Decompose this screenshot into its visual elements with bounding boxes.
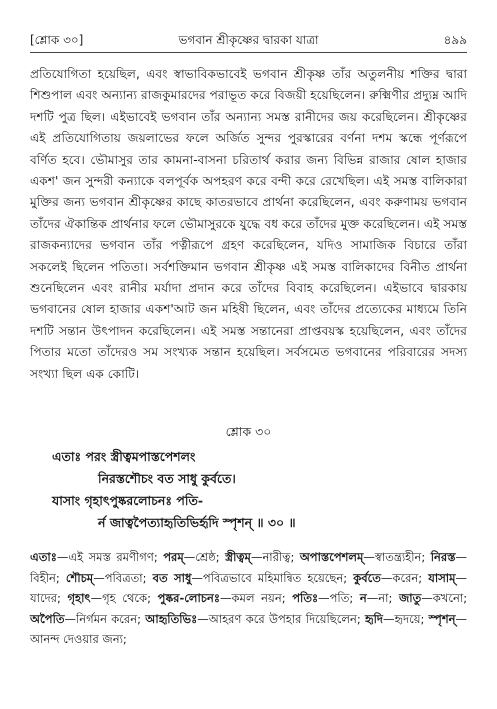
word-synonyms: এতাঃ—এই সমস্ত রমণীগণ; পরম্—শ্রেষ্ঠ; স্ত্রীত্বম্—নারীত্ব; অপাস্তপেশলম্—স্বাতন্ত্র্যহীন; নিরস্ত—বিহীন; শৌচম্—পবিত্রতা; বত সাধু—পবিত্রভাবে মহিমান্বিত হয়েছেন; কুর্বতে—করেন; যাসাম্—যাদের; গৃহাৎ—গৃহ থেকে; পুষ্কর-লোচনঃ—কমল নয়ন; পতিঃ—পতি; ন—না; জাতু—কখনো; অপৈতি—নির্গমন করেন; আহৃতিভিঃ—আহরণ করে উপহার দিয়েছিলেন; হৃদি—হৃদয়ে; স্পৃশন্—আনন্দ দেওয়ার জন্য; xyxy=(30,550,468,647)
synonym-term: স্ত্রীত্বম্ xyxy=(225,550,251,564)
synonym-meaning: পবিত্রতা xyxy=(104,570,143,585)
synonym-term: আহৃতিভিঃ xyxy=(145,611,198,626)
synonym-meaning: এই সমস্ত রমণীগণ xyxy=(68,550,154,564)
synonym-term: বত সাধু xyxy=(152,570,192,585)
verse-line: এতাঃ পরং স্ত্রীত্বমপাস্তপেশলং xyxy=(52,449,196,464)
synonym-term: শৌচম্ xyxy=(65,570,94,585)
synonym-meaning: আনন্দ দেওয়ার জন্য xyxy=(30,632,123,647)
verse-reference: [শ্লোক ৩০] xyxy=(30,33,84,47)
synonym-meaning: হৃদয়ে xyxy=(394,611,421,626)
verse-number: শ্লোক ৩০ xyxy=(225,424,272,439)
purport-paragraph: প্রতিযোগিতা হয়েছিল, এবং স্বাভাবিকভাবেই ভগবান শ্রীকৃষ্ণ তাঁর অতুলনীয় শক্তির দ্বারা শিশুপাল এবং অন্যান্য রাজকুমারদের পরাভূত করে বিজয়ী হয়েছিলেন। রুক্মিণীর প্রদ্যুম্ন আদি দশটি পুত্র ছিল। এইভাবেই ভগবান তাঁর অন্যান্য সমস্ত রানীদের জয় করেছিলেন। শ্রীকৃষ্ণের এই প্রতিযোগিতায় জয়লাভের ফলে অর্জিত সুন্দর পুরস্কারের বর্ণনা দশম স্কন্ধে পূর্ণরূপে বর্ণিত হবে। ভৌমাসুর তার কামনা-বাসনা চরিতার্থ করার জন্য বিভিন্ন রাজার ষোল হাজার একশ' জন সুন্দরী কন্যাকে বলপূর্বক অপহরণ করে বন্দী করে রেখেছিল। এই সমস্ত বালিকারা মুক্তির জন্য ভগবান শ্রীকৃষ্ণের কাছে কাতরভাবে প্রার্থনা করেছিলেন, এবং করুণাময় ভগবান তাঁদের ঐকান্তিক প্রার্থনার ফলে ভৌমাসুরকে যুদ্ধে বধ করে তাঁদের মুক্ত করেছিলেন। এই সমস্ত রাজকন্যাদের ভগবান তাঁর পত্নীরূপে গ্রহণ করেছিলেন, যদিও সামাজিক বিচারে তাঁরা সকলেই ছিলেন পতিতা। সর্বশক্তিমান ভগবান শ্রীকৃষ্ণ এই সমস্ত বালিকাদের বিনীত প্রার্থনা শুনেছিলেন এবং রানীর মর্যাদা প্রদান করে তাঁদের বিবাহ করেছিলেন। এইভাবে দ্বারকায় ভগবানের ষোল হাজার একশ'আট জন মহিষী ছিলেন, এবং তাঁদের প্রত্যেকের মাধ্যমে তিনি দশটি সন্তান উৎপাদন করেছিলেন। এই সমস্ত সন্তানেরা প্রাপ্তবয়স্ক হয়েছিলেন, এবং তাঁদের পিতার মতো তাঁদেরও সম সংখ্যক সন্তান হয়েছিল। সর্বসমেত ভগবানের পরিবারের সদস্য সংখ্যা ছিল এক কোটি। xyxy=(30,67,467,381)
synonym-meaning: স্বাতন্ত্র্যহীন xyxy=(374,550,422,564)
synonym-term: স্পৃশন্ xyxy=(428,611,456,626)
verse-line: নিরস্তশৌচং বত সাধু কুর্বতে। xyxy=(98,471,236,486)
synonym-meaning: নারীত্ব xyxy=(262,550,291,564)
synonym-meaning: বিহীন xyxy=(30,570,56,585)
synonym-term: হৃদি xyxy=(365,611,383,626)
synonym-term: গৃহাৎ xyxy=(67,591,91,606)
synonym-term: অপাস্তপেশলম্ xyxy=(299,550,364,564)
synonym-meaning: না xyxy=(378,591,389,606)
synonym-meaning: পতি xyxy=(329,591,350,606)
chapter-title: ভগবান শ্রীকৃষ্ণের দ্বারকা যাত্রা xyxy=(178,33,319,47)
synonym-meaning: আহরণ করে উপহার দিয়েছিলেন xyxy=(208,611,357,626)
synonym-term: অপৈতি xyxy=(30,611,65,626)
synonym-meaning: কমল নয়ন xyxy=(231,591,282,606)
synonym-term: এতাঃ xyxy=(30,550,57,564)
synonym-meaning: পবিত্রভাবে মহিমান্বিত হয়েছেন xyxy=(202,570,344,585)
synonym-term: পতিঃ xyxy=(292,591,319,606)
synonym-term: যাসাম্ xyxy=(428,570,456,585)
synonym-meaning: নির্গমন করেন xyxy=(76,611,138,626)
page-number: ৪৯৯ xyxy=(443,33,467,47)
header-divider xyxy=(30,52,467,53)
page-header xyxy=(30,30,467,50)
synonym-meaning: করেন xyxy=(392,570,419,585)
synonym-term: কুর্বতে xyxy=(353,570,381,585)
verse-line: র্ন জাত্বপৈত্যাহৃতিভির্হৃদি স্পৃশন্ ॥ ৩০ ॥ xyxy=(98,515,296,530)
synonym-meaning: গৃহ থেকে xyxy=(102,591,148,606)
synonym-meaning: যাদের xyxy=(30,591,57,606)
synonym-term: পুষ্কর-লোচনঃ xyxy=(157,591,221,606)
synonym-meaning: শ্রেষ্ঠ xyxy=(195,550,216,564)
verse-line: যাসাং গৃহাৎপুষ্করলোচনঃ পতি- xyxy=(52,493,204,508)
synonym-term: ন xyxy=(359,591,367,606)
synonym-term: পরম্ xyxy=(163,550,184,564)
synonym-term: জাতু xyxy=(399,591,422,606)
verse-text xyxy=(52,446,467,534)
synonym-term: নিরস্ত xyxy=(430,550,456,564)
synonym-meaning: কখনো xyxy=(432,591,464,606)
